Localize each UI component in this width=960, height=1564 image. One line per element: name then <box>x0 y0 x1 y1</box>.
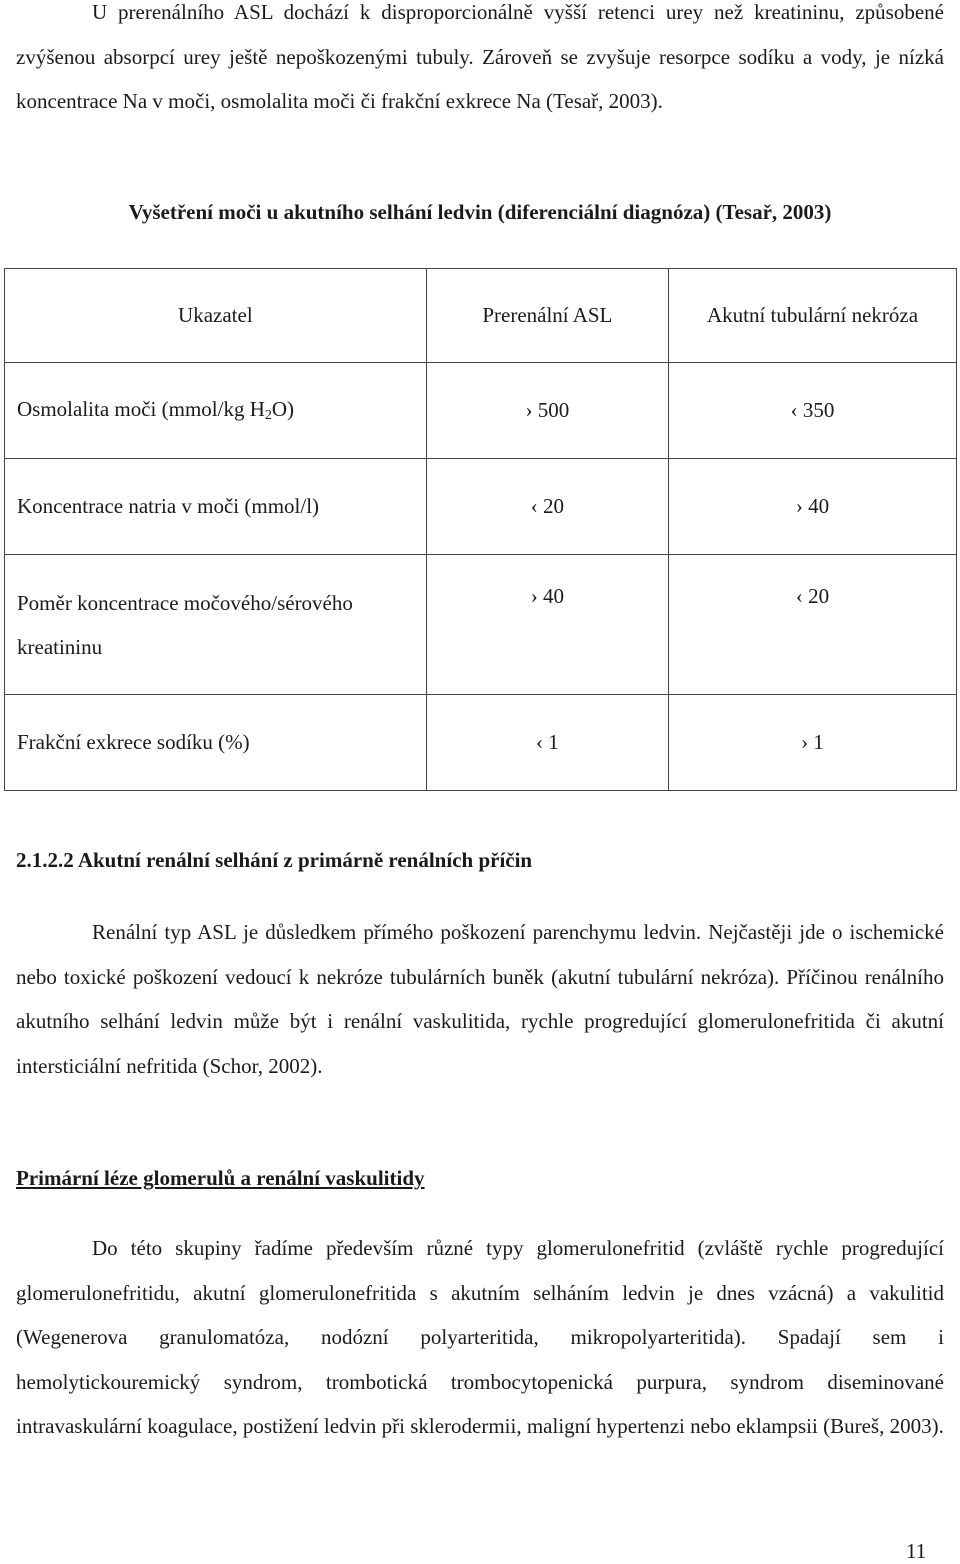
row-label: Poměr koncentrace močového/sérového kreatininu <box>5 555 427 695</box>
urine-exam-table <box>4 268 957 791</box>
page-number: 11 <box>906 1539 927 1563</box>
row-prerenal-value: ‹ 1 <box>426 695 668 791</box>
renal-paragraph: Renální typ ASL je důsledkem přímého poškození parenchymu ledvin. Nejčastěji jde o ischemické nebo toxické poškození vedoucí k nekróze tubulárních buněk (akutní tubulární nekróza). Příčinou renálního akutního selhání ledvin může být i renální vaskulitida, rychle progredující glomerulonefritida či akutní intersticiální nefritida (Schor, 2002). <box>16 920 944 1078</box>
table-row <box>5 459 957 555</box>
table-row <box>5 363 957 459</box>
subsection-heading: Primární léze glomerulů a renální vaskulitidy <box>16 1166 425 1190</box>
table-title: Vyšetření moči u akutního selhání ledvin (diferenciální diagnóza) (Tesař, 2003) <box>128 200 832 224</box>
table-header-row <box>5 269 957 363</box>
row-atn-value: ‹ 20 <box>669 555 957 695</box>
glomerular-paragraph: Do této skupiny řadíme především různé typy glomerulonefritid (zvláště rychle progredující glomerulonefritidu, akutní glomerulonefritida s akutním selháním ledvin je dnes vzácná) a vakulitid (Wegenerova granulomatóza, nodózní polyarteritida, mikropolyarteritida). Spadají sem i hemolytickouremický syndrom, trombotická trombocytopenická purpura, syndrom diseminované intravaskulární koagulace, postižení ledvin při sklerodermii, maligní hypertenzi nebo eklampsii (Bureš, 2003). <box>16 1236 944 1438</box>
row-atn-value: › 1 <box>669 695 957 791</box>
header-atn: Akutní tubulární nekróza <box>669 269 957 363</box>
row-label: Osmolalita moči (mmol/kg $H_2O$) <box>5 363 427 459</box>
table-row <box>5 695 957 791</box>
section-heading: 2.1.2.2 Akutní renální selhání z primárně renálních příčin <box>16 848 533 872</box>
row-label: Frakční exkrece sodíku (%) <box>5 695 427 791</box>
row-label: Koncentrace natria v moči (mmol/l) <box>5 459 427 555</box>
row-atn-value: › 40 <box>669 459 957 555</box>
row-atn-value: ‹ 350 <box>669 363 957 459</box>
table-row <box>5 555 957 695</box>
row-prerenal-value: › 500 <box>426 363 668 459</box>
intro-paragraph: U prerenálního ASL dochází k disproporcionálně vyšší retenci urey než kreatininu, způsobené zvýšenou absorpcí urey ještě nepoškozenými tubuly. Zároveň se zvyšuje resorpce sodíku a vody, je nízká koncentrace Na v moči, osmolalita moči či frakční exkrece Na (Tesař, 2003). <box>16 0 944 113</box>
header-indicator: Ukazatel <box>5 269 427 363</box>
header-prerenal: Prerenální ASL <box>426 269 668 363</box>
row-prerenal-value: › 40 <box>426 555 668 695</box>
row-prerenal-value: ‹ 20 <box>426 459 668 555</box>
